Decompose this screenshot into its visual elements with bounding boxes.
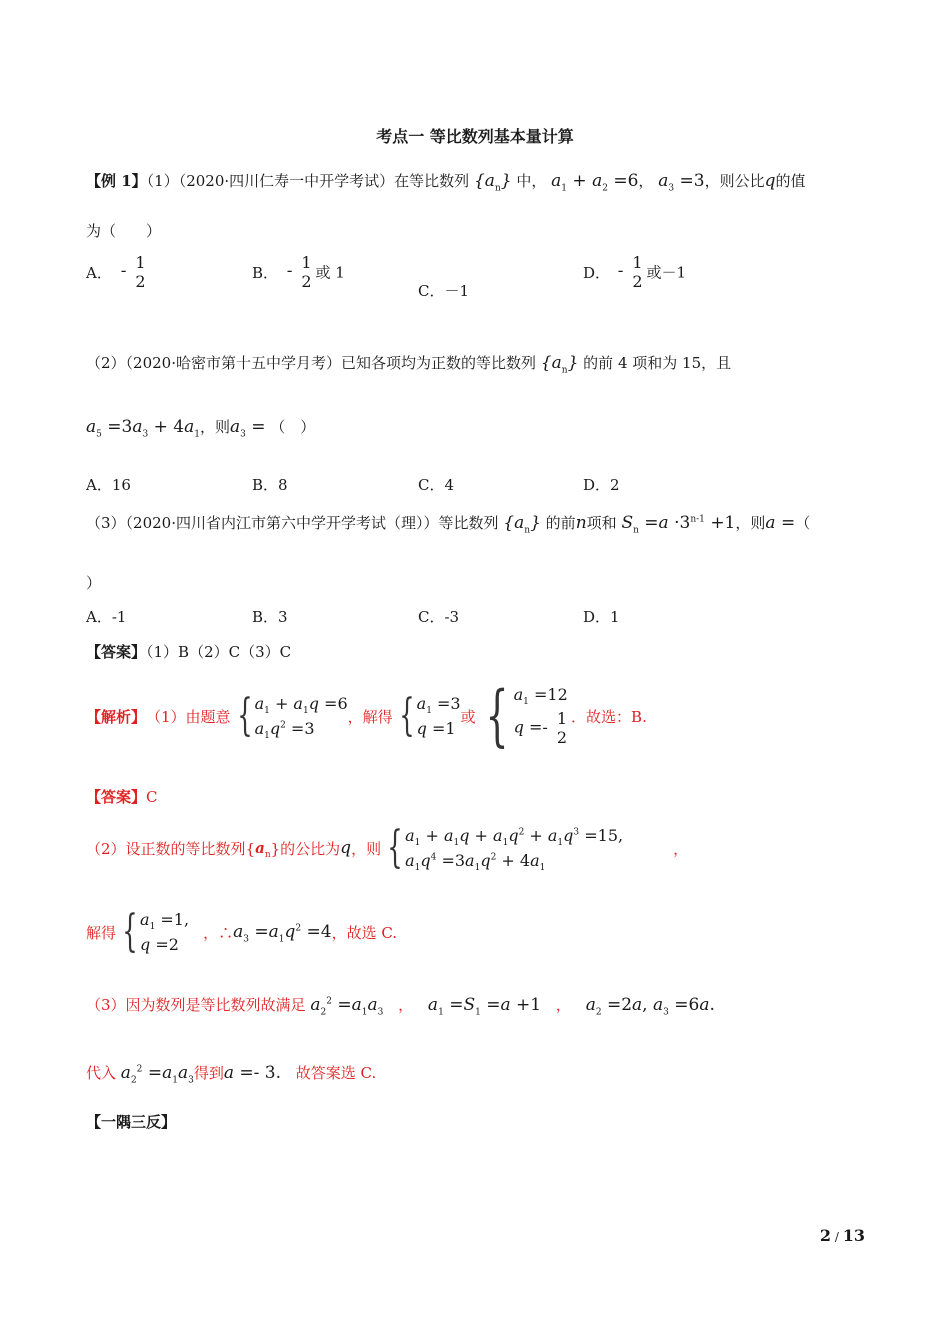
- analysis3-line1: （3）因为数列是等比数列故满足 $a_2^2 =a_1a_3$ ， $a_1 =S_1 =a +1$ ， $a_2 =2a$, $a_3 =6a$.: [86, 995, 715, 1018]
- eq-a2sq-2: $a_2^2 =a_1a_3$: [120, 1063, 194, 1086]
- q2-option-c: C．4: [418, 476, 455, 494]
- q1-cond1: $a_1 + a_2 =6$: [551, 171, 639, 194]
- analysis2-line2: 解得 { $a_1 =1$, q =2 ，∴ $a_3 =a_1q^2 =4$ ，故选 C.: [86, 906, 398, 957]
- q3-option-b: B．3: [252, 608, 288, 626]
- fraction: 1 2: [135, 253, 146, 291]
- seq-an: $\{a_n\}$: [473, 171, 512, 194]
- answer-line: 【答案】（1）B（2）C（3）C: [86, 643, 292, 661]
- q2-option-b: B．8: [252, 476, 288, 494]
- analysis3-line2: 代入 $a_2^2 =a_1a_3$得到a =- 3. 故答案选 C.: [86, 1063, 377, 1086]
- q1-source: （2020·四川仁寿一中开学考试）: [178, 172, 395, 190]
- q1-option-a: A． - 1 2: [86, 253, 146, 291]
- eq-a2sq: $a_2^2 =a_1a_3$: [310, 995, 384, 1018]
- eq-a2a3: $a_2 =2a$, $a_3 =6a$.: [585, 995, 715, 1018]
- q2-line1: （2）（2020·哈密市第十五中学月考）已知各项均为正数的等比数列 $\{a_n\}$ 的前 4 项和为 15，且: [86, 353, 732, 376]
- q1-line2: 为（ ）: [86, 222, 162, 240]
- q1-stem-c: ，则公比: [704, 172, 765, 190]
- fraction: 1 2: [632, 253, 643, 291]
- q1-comma: ，: [638, 172, 654, 190]
- q1-option-c: C．－1: [418, 282, 470, 300]
- answer2-line: 【答案】C: [86, 788, 158, 806]
- q1-cond2: $a_3 =3$: [658, 171, 705, 194]
- eq-result: a =- 3.: [223, 1063, 281, 1083]
- example1-q1-line1: [86, 170, 806, 194]
- system-5: { $a_1 =1$, q =2: [122, 906, 190, 957]
- q1-stem-b: 中，: [516, 172, 547, 190]
- q3-line2: ）: [86, 574, 102, 592]
- seq-an: $\{a_n\}$: [540, 353, 579, 376]
- q1-option-d: D． - 1 2 或－1: [583, 253, 687, 291]
- analysis2-line1: （2）设正数的等比数列{ $a_n$ }的公比为 q ，则 { $a_1 + a_1q + a_1q^2 + a_1q^3 =15$, $a_1q^4 =3a_1q^2 + 4a_1$ ，: [86, 822, 689, 874]
- q2-eq: $a_5 =3a_3 + 4a_1$: [86, 417, 200, 440]
- q3-option-d: D．1: [583, 608, 620, 626]
- q2-target: $a_3$ =: [229, 417, 266, 440]
- q3-option-a: A．-1: [86, 608, 127, 626]
- q1-option-b: B． - 1 2 或 1: [252, 253, 345, 291]
- system-3: { $a_1 =12$ q =- 1 2: [485, 677, 568, 754]
- q1-num: （1）: [146, 172, 179, 190]
- q2-line2: $a_5 =3a_3 + 4a_1$，则$a_3$ = （ ）: [86, 417, 316, 440]
- q2-option-d: D．2: [583, 476, 620, 494]
- q3-target: a =: [765, 513, 796, 533]
- analysis2-result: $a_3 =a_1q^2 =4$: [233, 922, 332, 945]
- system-2: { $a_1 =3$ q =1: [398, 690, 461, 741]
- eq-a1: $a_1 =S_1 =a +1$: [427, 995, 542, 1018]
- seq-an: $\{a_n\}$: [503, 513, 541, 536]
- seq-an: $a_n$: [255, 839, 271, 860]
- section-label: 【一隅三反】: [86, 1113, 177, 1131]
- page-number: 2 / 13: [819, 1226, 865, 1245]
- q1-stem-d: 的值: [775, 172, 806, 190]
- system-1: { $a_1 + a_1q =6$ $a_1q^2 =3$: [236, 690, 348, 742]
- q1-stem: 在等比数列: [394, 172, 470, 190]
- q1-var: q: [764, 171, 776, 191]
- analysis1-line: 【解析】 （1）由题意 { $a_1 + a_1q =6$ $a_1q^2 =3$ ，解得 { $a_1 =3$ q =1 或 { $a_1 =12$ q =- 1 2 ．故选：B.: [86, 677, 647, 754]
- q3-eq: $S_n =a \cdot 3^{n-1} +1$: [621, 513, 736, 536]
- fraction: 1 2: [301, 253, 312, 291]
- q3-line1: （3）（2020·四川省内江市第六中学开学考试（理））等比数列 $\{a_n\}$ 的前n项和 $S_n =a \cdot 3^{n-1} +1$，则a =（: [86, 513, 811, 536]
- q2-option-a: A．16: [86, 476, 131, 494]
- section-title: 考点一 等比数列基本量计算: [376, 127, 574, 146]
- example-label: 【例 1】: [86, 172, 147, 190]
- system-4: { $a_1 + a_1q + a_1q^2 + a_1q^3 =15$, $a_1q^4 =3a_1q^2 + 4a_1$: [387, 822, 624, 874]
- q3-option-c: C．-3: [418, 608, 460, 626]
